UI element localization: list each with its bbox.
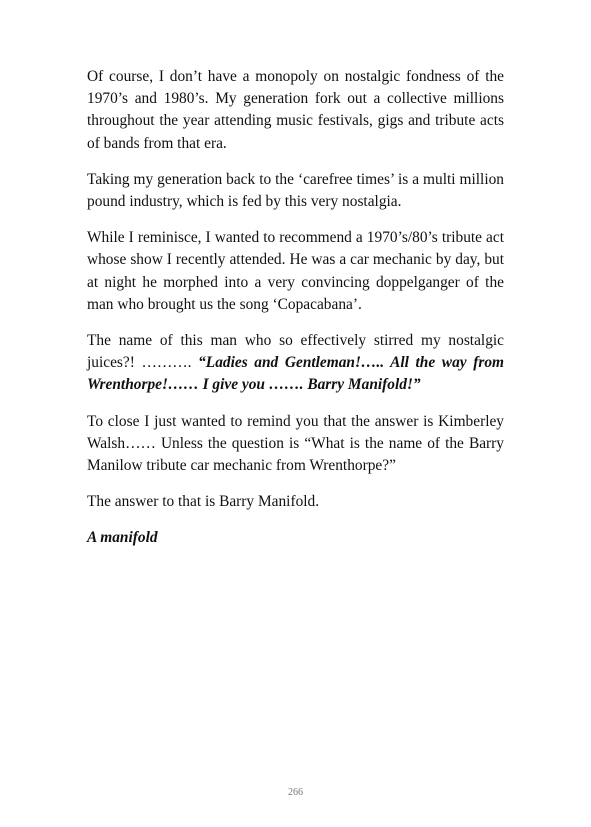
paragraph-6: The answer to that is Barry Manifold.: [87, 493, 320, 511]
paragraph-4-plain: The name of this man who so effectively stirred my nostalgic juices?! ……….: [87, 332, 504, 372]
paragraph-4: [87, 330, 504, 397]
signoff: A manifold: [87, 529, 158, 547]
paragraph-4-emphasis: “Ladies and Gentleman!….. All the way from Wrenthorpe!…… I give you ……. Barry Manifold!”: [87, 354, 504, 394]
page-number: 266: [288, 787, 303, 798]
paragraph-1: Of course, I don’t have a monopoly on nostalgic fondness of the 1970’s and 1980’s. My generation fork out a collective millions throughout the year attending music festivals, gigs and tribute acts of bands from that era.: [87, 68, 504, 152]
paragraph-5: To close I just wanted to remind you that the answer is Kimberley Walsh…… Unless the question is “What is the name of the Barry Manilow tribute car mechanic from Wrenthorpe?”: [87, 412, 504, 475]
paragraph-3: While I reminisce, I wanted to recommend a 1970’s/80’s tribute act whose show I recently attended. He was a car mechanic by day, but at night he morphed into a very convincing doppelganger of the man who brought us the song ‘Copacabana’.: [87, 229, 504, 313]
body-text: [87, 66, 504, 564]
paragraph-2: Taking my generation back to the ‘carefree times’ is a multi million pound industry, which is fed by this very nostalgia.: [87, 170, 504, 211]
